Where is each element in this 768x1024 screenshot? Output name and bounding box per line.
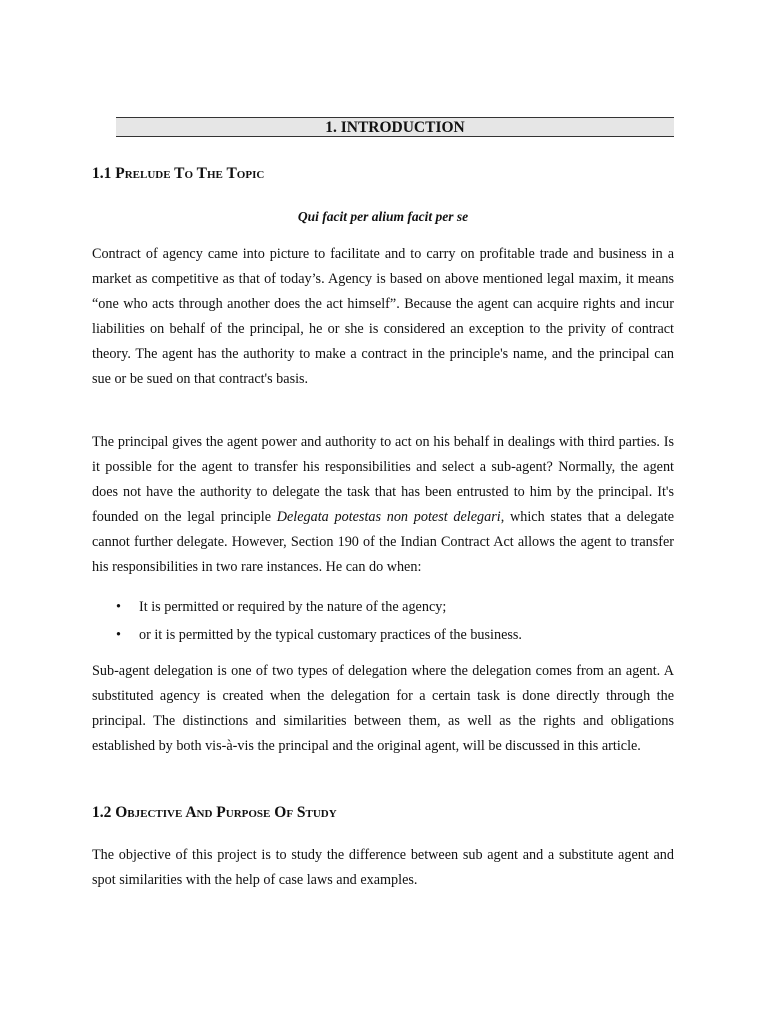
paragraph-text: The principal gives the agent power and authority to act on his behalf in dealings with third parties. Is it possible for the agent to transfer his responsibilities and select a sub-agent? Normally, the agent does not have the authority to delegate the task that has been entrusted to him by the principal. It's founded on the legal principle <box>92 434 674 526</box>
paragraph-objective: The objective of this project is to study the difference between sub agent and a substitute agent and spot similarities with the help of case laws and examples. <box>92 847 674 889</box>
bullet-list <box>92 596 674 652</box>
paragraph-agency-intro: Contract of agency came into picture to facilitate and to carry on profitable trade and business in a market as competitive as that of today’s. Agency is based on above mentioned legal maxim, it means “one who acts through another does the act himself”. Because the agent can acquire rights and incur liabilities on behalf of the principal, he or she is considered an exception to the privity of contract theory. The agent has the authority to make a contract in the principle's name, and the principal can sue or be sued on that contract's basis. <box>92 246 674 388</box>
section-number: 1.2 <box>92 804 112 821</box>
bullet-icon: • <box>116 599 121 615</box>
chapter-heading <box>116 117 674 137</box>
section-number: 1.1 <box>92 165 112 182</box>
chapter-title: 1. INTRODUCTION <box>325 119 465 136</box>
section-title: Prelude To The Topic <box>115 165 265 182</box>
bullet-icon: • <box>116 627 121 643</box>
legal-maxim: Qui facit per alium facit per se <box>297 209 469 224</box>
list-item <box>92 624 674 652</box>
list-item-text: or it is permitted by the typical customary practices of the business. <box>139 627 522 643</box>
list-item <box>92 596 674 624</box>
paragraph-sub-agent: Sub-agent delegation is one of two types of delegation where the delegation comes from an agent. A substituted agency is created when the delegation for a certain task is done directly through the principal. The distinctions and similarities between them, as well as the rights and obligations established by both vis-à-vis the principal and the original agent, will be discussed in this article. <box>92 663 674 755</box>
section-heading-1-2 <box>92 803 337 823</box>
latin-principle: Delegata potestas non potest delegari <box>276 509 501 526</box>
paragraph-text: , which states that a delegate cannot further delegate. However, Section 190 of the Indian Contract Act allows the agent to transfer his responsibilities in two rare instances. He can do when: <box>92 509 675 576</box>
section-title: Objective And Purpose Of Study <box>115 804 337 821</box>
paragraph-delegation <box>92 430 674 581</box>
list-item-text: It is permitted or required by the nature of the agency; <box>139 599 447 615</box>
section-heading-1-1 <box>92 164 264 184</box>
